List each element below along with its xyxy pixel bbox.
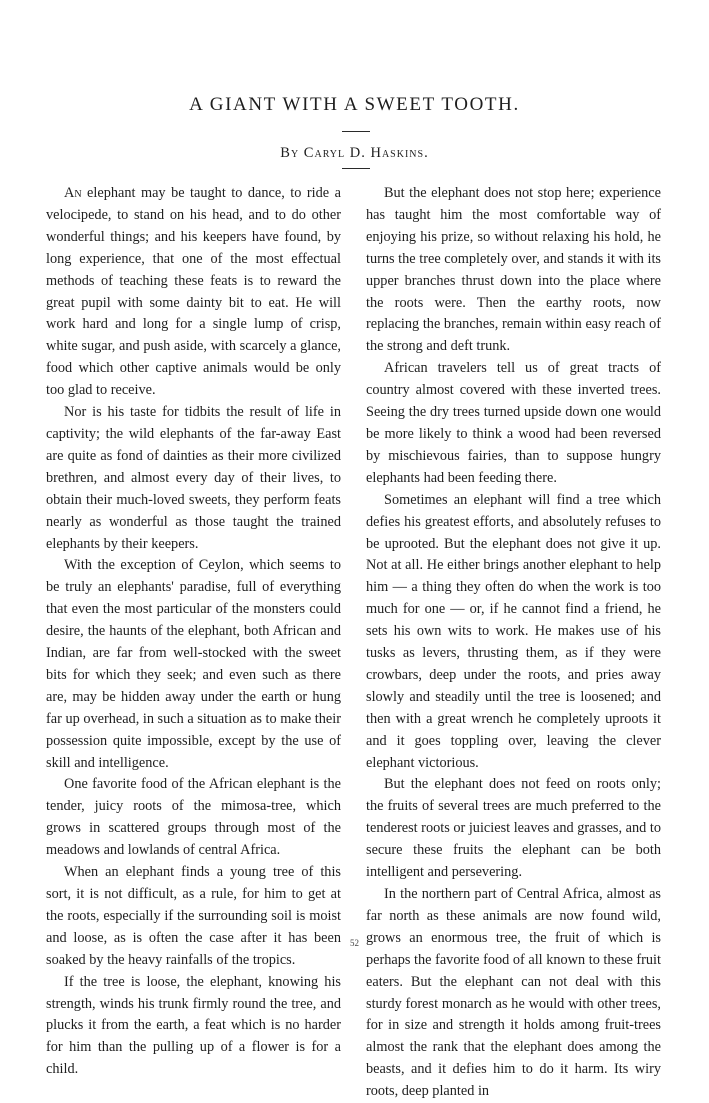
paragraph: With the exception of Ceylon, which seems to be truly an elephants' paradise, full of everything that even the most particular of the monsters could desire, the haunts of the elephant, both African and Indian, are far from well-stocked with the sweet bits for which they seek; and even such as there are, may be hidden away under the earth or hung far up overhead, in such a situation as to make their possession quite impossible, except by the use of skill and intelligence. — [46, 557, 341, 771]
paragraph: In the northern part of Central Africa, almost as far north as these animals are now found wild, grows an enormous tree, the fruit of which is perhaps the favorite food of all known to these fruit eaters. But the elephant can not deal with this sturdy forest monarch as he would with other trees, for in size and strength it holds among fruit-trees almost the rank that the elephant does among the beasts, and it defies him to do it harm. Its wiry roots, deep planted in — [366, 886, 661, 1100]
paragraph: But the elephant does not stop here; experience has taught him the most comfortable way of enjoying his prize, so without relaxing his hold, he turns the tree completely over, and stands it with its upper branches thrust down into the place where the roots were. Then the earthy roots, now replacing the branches, remain within easy reach of the strong and deft trunk. — [366, 185, 661, 355]
article-title: A GIANT WITH A SWEET TOOTH. — [189, 94, 520, 115]
title-divider — [342, 131, 370, 132]
paragraph: One favorite food of the African elephant is the tender, juicy roots of the mimosa-tree, which grows in scattered groups through most of the meadows and lowlands of central Africa. — [46, 776, 341, 859]
paragraph: If the tree is loose, the elephant, knowing his strength, winds his trunk firmly round the tree, and plucks it from the earth, a feat which is no harder for him than the pulling up of a flower is for a child. — [46, 973, 341, 1078]
paragraph: But the elephant does not feed on roots only; the fruits of several trees are much preferred to the tenderest roots or juiciest leaves and grasses, and to secure these fruits the elephant can be both intelligent and persevering. — [366, 776, 661, 881]
paragraph: Nor is his taste for tidbits the result of life in captivity; the wild elephants of the far-away East are quite as fond of dainties as their more civilized brethren, and almost every day of their lives, to obtain their much-loved sweets, they perform feats nearly as wonderful as those taught the trained elephants by their keepers. — [46, 404, 341, 552]
paragraph — [46, 183, 341, 402]
article-byline: By Caryl D. Haskins. — [280, 145, 429, 161]
opening-word: An — [64, 185, 82, 201]
paragraph: African travelers tell us of great tracts of country almost covered with these inverted trees. Seeing the dry trees turned upside down one would be more likely to think a wood had been reversed by mischievous fairies, than to suppose hungry elephants had been feeding there. — [366, 360, 661, 486]
paragraph: Sometimes an elephant will find a tree which defies his greatest efforts, and absolutely refuses to be uprooted. But the elephant does not give it up. Not at all. He either brings another elephant to help him — a thing they often do when the work is too much for one — or, if he cannot find a friend, he sets his own wits to work. He makes use of his tusks as levers, thrusting them, as if they were crowbars, deep under the roots, and pries away slowly and steadily until the tree is loosened; and then with a great wrench he completely uproots it and it goes toppling over, leaving the clever elephant victorious. — [366, 491, 661, 771]
byline-divider — [342, 168, 370, 169]
page-number: 52 — [350, 938, 359, 948]
paragraph-text: elephant may be taught to dance, to ride a velocipede, to stand on his head, and to do other wonderful things; and his keepers have found, by long experience, that one of the most effectual methods of teaching these feats is to reward the great pupil with some dainty bit to eat. He will work hard and long for a single lump of crisp, white sugar, and push aside, with scarcely a glance, food which other captive animals would be only too glad to receive. — [46, 185, 341, 399]
paragraph: When an elephant finds a young tree of this sort, it is not difficult, as a rule, for him to get at the roots, especially if the surrounding soil is moist and loose, as is often the case after it has been soaked by the heavy rainfalls of the tropics. — [46, 864, 341, 968]
right-column — [366, 183, 661, 1103]
